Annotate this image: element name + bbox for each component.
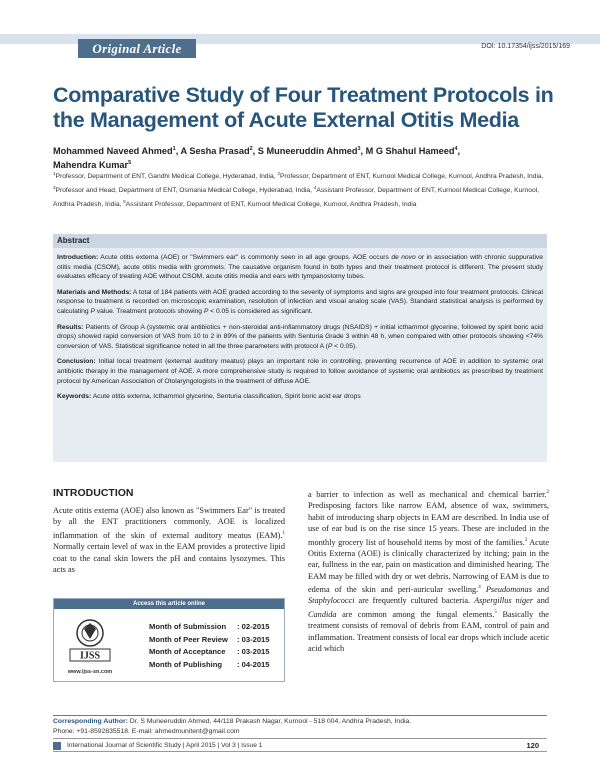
author-name: M G Shahul Hameed bbox=[365, 146, 455, 157]
access-heading: Access this article online bbox=[54, 599, 284, 609]
abstract-methods: Materials and Methods: A total of 184 patients with AOE graded according to the severity of symptoms and signs are grouped into four treatment protocols. Clinical response to treatment is recorded on microscopic examination, resolution of infection and visual analog scale (VAS). Standard statistical analysis is performed by calculating P value. Treatment protocols showing P < 0.05 is considered as significant. bbox=[57, 288, 543, 315]
intro-left-column: Acute otitis externa (AOE) also known as "Swimmers Ear" is treated by all the ENT practitioners commonly. AOE is localized inflammation of the skin of external auditory meatus (EAM).$^1$ Normally certain level of wax in the EAM provides a protective lipid coat to the canal skin lowers the pH and contains lysozymes. This acts as bbox=[53, 506, 285, 575]
author-name: S Muneeruddin Ahmed bbox=[257, 146, 358, 157]
author-sup: 4 bbox=[454, 146, 458, 152]
abstract-results: Results: Patients of Group A (systemic oral antibiotics + non-steroidal anti-inflammatory drugs (NSAIDS) + initial icthammol glycerine, followed by spirit boric acid drops) showed rapid conversion of VAS from 10 to 2 in 89% of the patients with Senturia Grade 3 within 48 h, when compared with other protocols showing <74% conversion of VAS. Statistical significance noted in all the three parameters with protocol A (P < 0.05). bbox=[57, 323, 543, 350]
author-name: A Sesha Prasad bbox=[180, 146, 250, 157]
author-sup: 3 bbox=[357, 146, 361, 152]
page-footer bbox=[53, 738, 547, 752]
author-sup: 1 bbox=[172, 146, 176, 152]
divider bbox=[53, 715, 547, 716]
author-sup: 2 bbox=[249, 146, 253, 152]
date-row: Month of Peer Review : 03-2015 bbox=[149, 634, 270, 644]
abstract-heading: Abstract bbox=[53, 234, 547, 248]
abstract-keywords: Keywords: Acute otitis externa, Icthammol glycerine, Senturia classification, Spirit boric acid ear drops bbox=[57, 393, 361, 401]
intro-right-column: a barrier to infection as well as mechanical and chemical barrier.$^2$ Predisposing factors like narrow EAM, absence of wax, swimmers, habit of introducing sharp objects in EAM are described. In India use of use of ear bud is on the rise since 15 years. These are included in the monthly grocery list of household items by most of the families.$^3$ Acute Otitis Externa (AOE) is clinically characterized by itching; pain in the ear, fullness in the ear, pain on mastication and diminished hearing. The EAM may be filled with dry or wet debris. Narrowing of EAM is due to edema of the skin and peri-auricular swelling.$^4$ Pseudomonas and Staphylococci are frequently cultured bacteria. Aspergillus niger and Candida are common among the fungal elements.$^5$ Basically the treatment consists of removal of debris from EAM, control of pain and inflammation. Treatment consists of local ear drops which include acetic acid which bbox=[308, 489, 550, 653]
date-row: Month of Submission : 02-2015 bbox=[149, 622, 270, 631]
abstract-body bbox=[53, 248, 547, 402]
affiliations: $^1$Professor, Department of ENT, Gandhi Medical College, Hyderabad, India, $^2$Professor, Department of ENT, Kurnool Medical College, Kurnool, Andhra Pradesh, India, $^3$Professor and Head, Department of ENT, Osmania Medical College, Hyderabad, India, $^4$Assistant Professor, Department of ENT, Kurnool Medical College, Kurnool, Andhra Pradesh, India, $^5$Assistant Professor, Department of ENT, Kurnool Medical College, Kurnool, Andhra Pradesh, India bbox=[53, 171, 544, 208]
date-row: Month of Acceptance : 03-2015 bbox=[149, 647, 270, 657]
access-article-box bbox=[53, 598, 285, 682]
journal-citation: International Journal of Scientific Study | April 2015 | Vol 3 | Issue 1 bbox=[67, 742, 263, 749]
author-sup: 5 bbox=[128, 160, 132, 167]
journal-logo-icon bbox=[64, 617, 116, 663]
journal-url[interactable]: www.ijss-sn.com bbox=[67, 669, 113, 675]
contact-info[interactable]: Phone: +91-8592835518. E-mail: ahmedmunitent@gmail.com bbox=[53, 728, 240, 735]
abstract-box bbox=[53, 234, 547, 462]
introduction-heading: INTRODUCTION bbox=[53, 487, 134, 499]
abstract-conclusion: Conclusion: Initial local treatment (external auditory meatus) plays an important role in controlling, preventing recurrence of AOE in addition to systemic oral antibiotic therapy in the management of AOE. A more comprehensive study is required to follow avoidance of systemic oral antibiotics as prescribed by treatment protocol by American Association of Otolaryngologists in the treatment of diffuse AOE. bbox=[57, 358, 543, 385]
corresponding-author: Corresponding Author: Dr. S Muneeruddin Ahmed, 44/118 Prakash Nagar, Kurnool - 518 004, Andhra Pradesh, India. Phone: +91-8592835518. E-mail: ahmedmunitent@gmail.com bbox=[53, 718, 412, 735]
footer-mark-icon bbox=[53, 742, 61, 750]
date-row: Month of Publishing : 04-2015 bbox=[149, 659, 270, 669]
page-number: 120 bbox=[526, 741, 539, 750]
article-type-badge: Original Article bbox=[78, 39, 196, 58]
doi-label[interactable]: DOI: 10.17354/ijss/2015/169 bbox=[481, 43, 570, 50]
author-name: Mahendra Kumar bbox=[53, 160, 129, 171]
dates-list bbox=[149, 621, 284, 671]
author-list: Mohammed Naveed Ahmed$^1$, A Sesha Prasad$^2$, S Muneeruddin Ahmed$^3$, M G Shahul Hameed$^4$, Mahendra Kumar$^5$ bbox=[53, 146, 461, 171]
abstract-introduction: Introduction: Acute otitis externa (AOE) or "Swimmers ear" is commonly seen in all age groups. AOE occurs de novo or in association with chronic suppurative otitis media (CSOM), acute otitis media with grommets. The causative organism found in both types and their treatment protocol is different. The present study evaluates efficacy of treating AOE without CSOM, acute otitis media and ears with tympanostomy tubes. bbox=[57, 254, 543, 281]
logo-text: IJSS bbox=[79, 650, 101, 662]
article-title: Comparative Study of Four Treatment Protocols in the Management of Acute External Otitis Media bbox=[53, 83, 554, 132]
author-name: Mohammed Naveed Ahmed bbox=[53, 146, 173, 157]
